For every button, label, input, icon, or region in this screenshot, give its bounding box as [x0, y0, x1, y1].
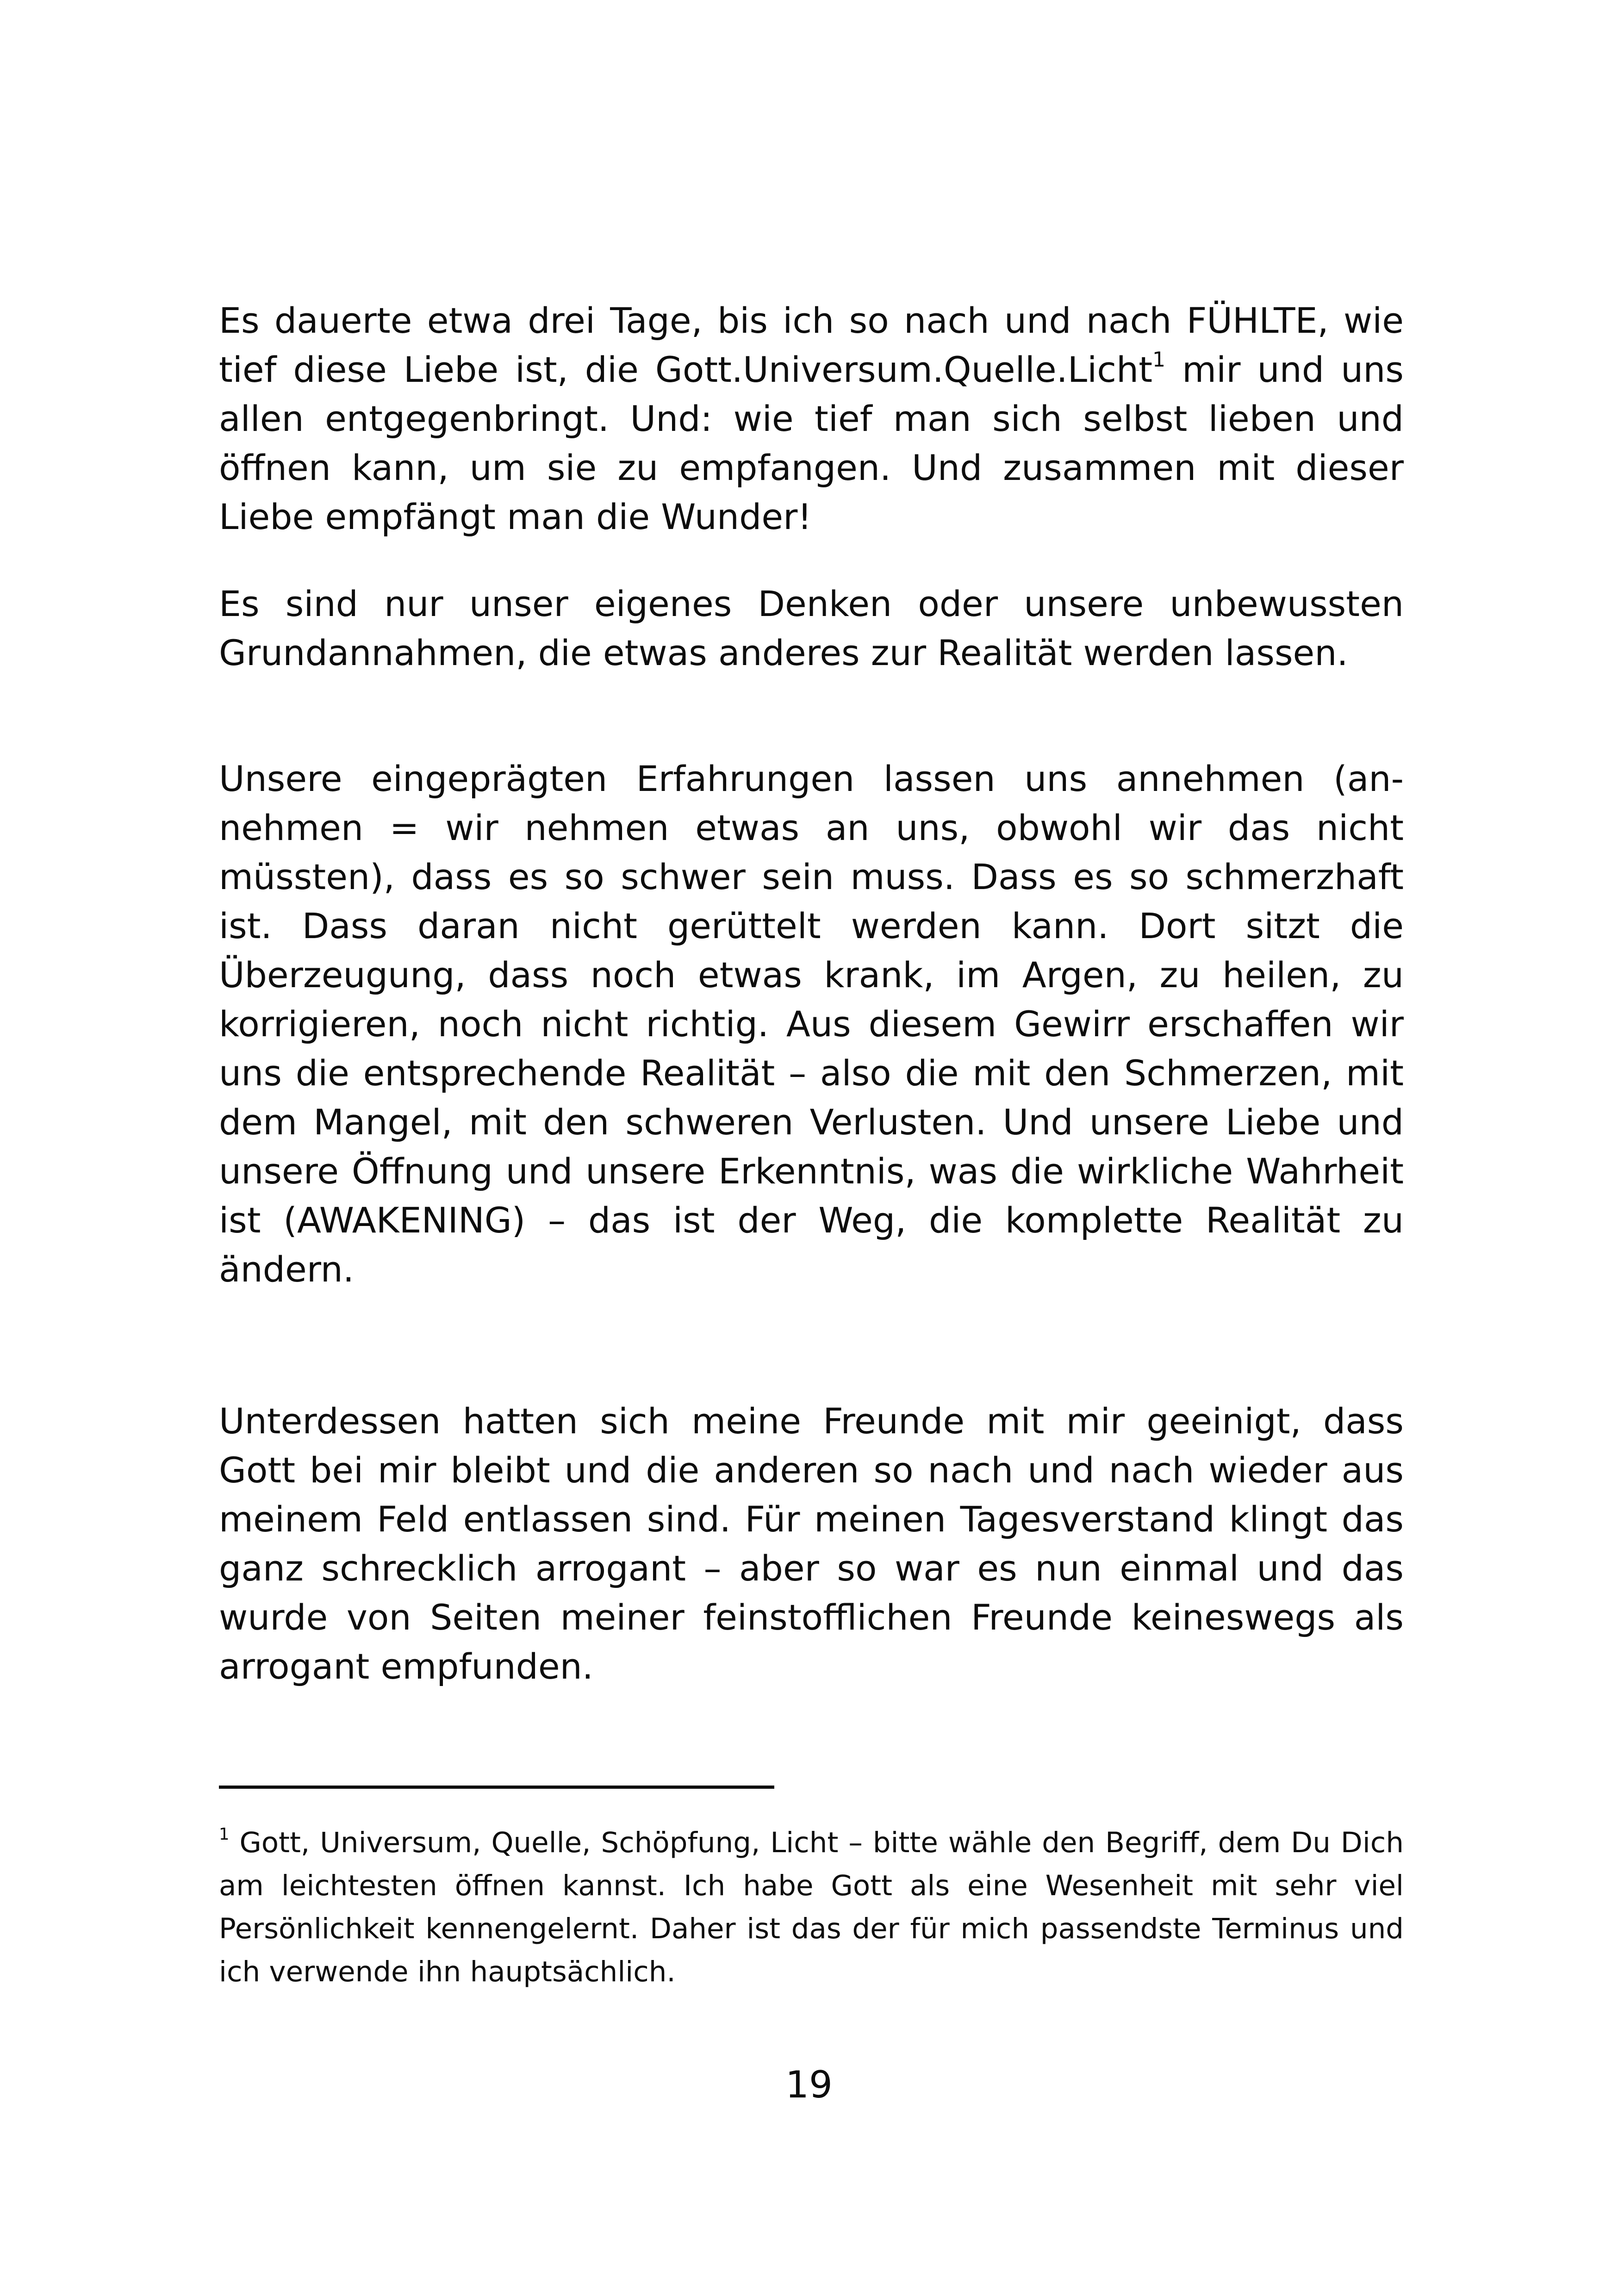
- footnote: [219, 1821, 1404, 1993]
- paragraph-1-text-a: Es dauerte etwa drei Tage, bis ich so nach und nach FÜHLTE, wie tief diese Liebe ist, die Gott.Universum.Quelle.Licht: [219, 300, 1404, 390]
- footnote-number: 1: [219, 1825, 230, 1844]
- paragraph-1-text-b: mir und uns allen entgegenbringt. Und: wie tief man sich selbst lieben und öffnen kann, um sie zu empfangen. Und zusammen mit dieser Liebe empfängt man die Wunder!: [219, 349, 1404, 537]
- footnote-separator: [219, 1786, 774, 1789]
- footnote-reference[interactable]: 1: [1152, 348, 1166, 372]
- paragraph-4: Unterdessen hatten sich meine Freunde mit mir geeinigt, dass Gott bei mir bleibt und die anderen so nach und nach wieder aus meinem Feld entlassen sind. Für meinen Tagesverstand klingt das ganz schrecklich arrogant – aber so war es nun einmal und das wurde von Seiten meiner feinstofflichen Freunde keineswegs als arrogant empfunden.: [219, 1400, 1404, 1687]
- footnote-text: Gott, Universum, Quelle, Schöpfung, Licht – bitte wähle den Begriff, dem Du Dich am leichtesten öffnen kannst. Ich habe Gott als eine Wesenheit mit sehr viel Persönlichkeit kennengelernt. Daher ist das der für mich passendste Terminus und ich verwende ihn hauptsächlich.: [219, 1826, 1404, 1988]
- paragraph-1: [219, 296, 1404, 541]
- page-number: 19: [785, 2063, 833, 2106]
- paragraph-3: Unsere eingeprägten Erfahrungen lassen uns annehmen (an-nehmen = wir nehmen etwas an uns, obwohl wir das nicht müssten), dass es so schwer sein muss. Dass es so schmerzhaft ist. Dass daran nicht gerüttelt werden kann. Dort sitzt die Überzeugung, dass noch etwas krank, im Argen, zu heilen, zu korrigieren, noch nicht richtig. Aus diesem Gewirr erschaffen wir uns die entsprechende Realität – also die mit den Schmerzen, mit dem Mangel, mit den schweren Verlusten. Und unsere Liebe und unsere Öffnung und unsere Erkenntnis, was die wirkliche Wahrheit ist (AWAKENING) – das ist der Weg, die komplette Realität zu ändern.: [219, 758, 1404, 1290]
- paragraph-2: Es sind nur unser eigenes Denken oder unsere unbewussten Grundannahmen, die etwas anderes zur Realität werden lassen.: [219, 583, 1404, 673]
